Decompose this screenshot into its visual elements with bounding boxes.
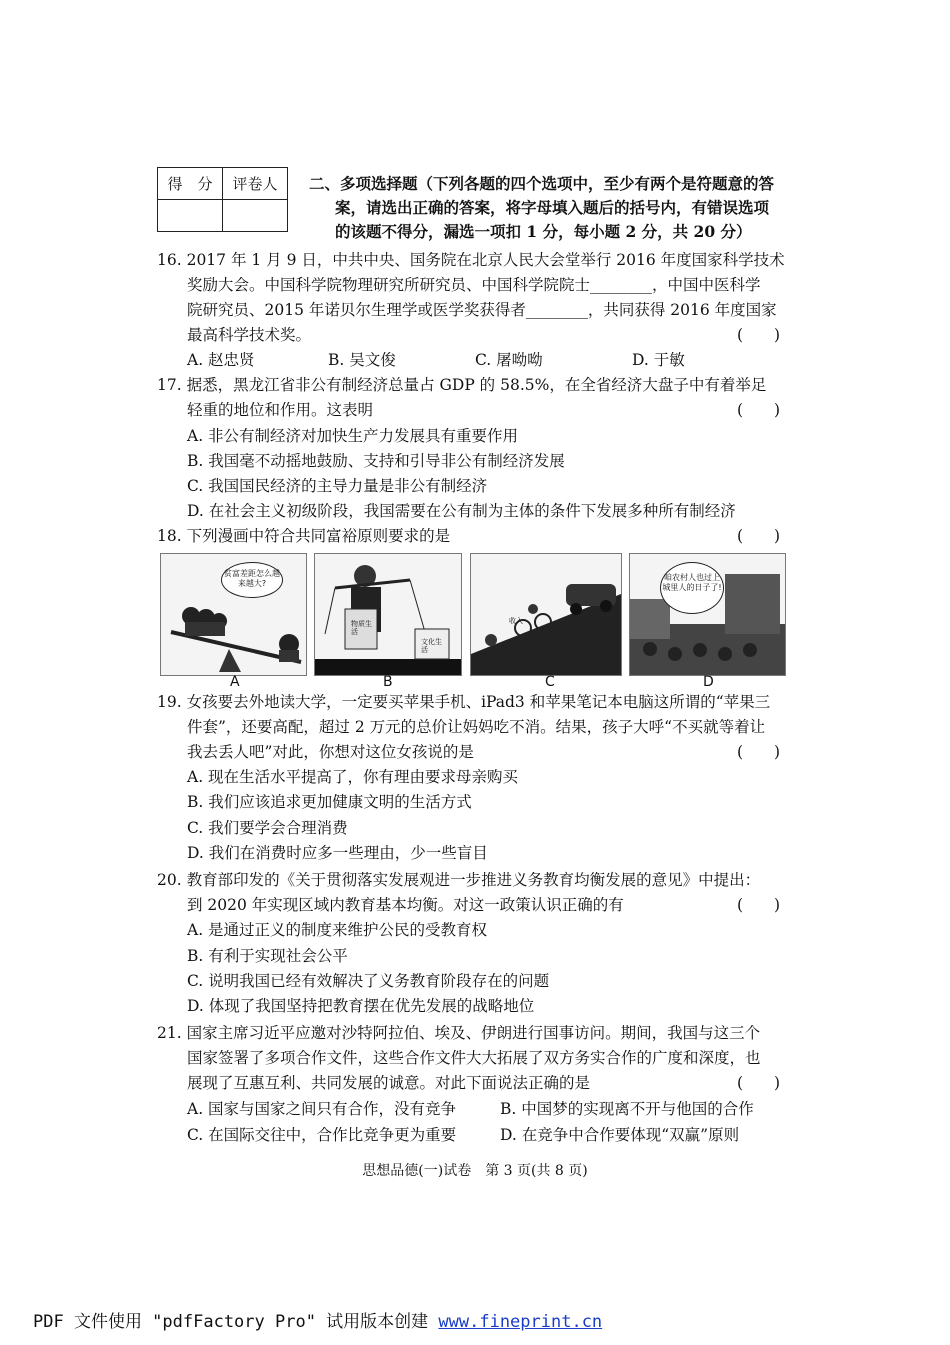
pdf-watermark <box>33 1307 602 1332</box>
section-heading-line2: 案，请选出正确的答案，将字母填入题后的括号内，有错误选项 <box>335 198 770 217</box>
q19-answer-paren[interactable]: ( ) <box>737 743 781 761</box>
section-heading-line1: 二、多项选择题（下列各题的四个选项中，至少有两个是符题意的答 <box>309 174 775 193</box>
q18-line1: 18. 下列漫画中符合共同富裕原则要求的是 <box>157 527 451 545</box>
q17-line2: 轻重的地位和作用。这表明 <box>187 401 374 419</box>
comic-caption-b: B <box>383 674 393 690</box>
q19-line3: 我去丢人吧”对此，你想对这位女孩说的是 <box>187 743 474 761</box>
q16-answer-paren[interactable]: ( ) <box>737 326 781 344</box>
grader-cell[interactable] <box>223 200 288 232</box>
q17-answer-paren[interactable]: ( ) <box>737 401 781 419</box>
score-table <box>157 167 288 232</box>
grader-label: 评卷人 <box>223 168 288 200</box>
comic-c-label: 收入 <box>509 617 523 625</box>
comic-b-label2: 文化生活 <box>421 638 442 654</box>
comic-caption-c: C <box>545 674 555 690</box>
q21-option-b[interactable]: B. 中国梦的实现离不开与他国的合作 <box>500 1100 754 1118</box>
q16-option-c[interactable]: C. 屠呦呦 <box>475 351 543 369</box>
q16-option-a[interactable]: A. 赵忠贤 <box>187 351 255 369</box>
q16-line4: 最高科学技术奖。 <box>187 326 312 344</box>
comic-d-bubble: 咱农村人也过上城里人的日子了! <box>660 562 724 614</box>
q17-option-c[interactable]: C. 我国国民经济的主导力量是非公有制经济 <box>187 477 488 495</box>
q20-option-b[interactable]: B. 有利于实现社会公平 <box>187 947 348 965</box>
q21-line3: 展现了互惠互利、共同发展的诚意。对此下面说法正确的是 <box>187 1074 591 1092</box>
q18-answer-paren[interactable]: ( ) <box>737 527 781 545</box>
score-label: 得 分 <box>158 168 223 200</box>
q20-option-a[interactable]: A. 是通过正义的制度来维护公民的受教育权 <box>187 921 488 939</box>
comic-caption-d: D <box>703 674 714 690</box>
seesaw-drawing <box>161 554 306 675</box>
q20-answer-paren[interactable]: ( ) <box>737 896 781 914</box>
pdf-watermark-text: PDF 文件使用 "pdfFactory Pro" 试用版本创建 <box>33 1312 439 1332</box>
q19-line2: 件套”，还要高配，超过 2 万元的总价让妈妈吃不消。结果，孩子大呼“不买就等着让 <box>187 718 766 736</box>
q21-line2: 国家签署了多项合作文件，这些合作文件大大拓展了双方务实合作的广度和深度，也 <box>187 1049 761 1067</box>
q17-option-a[interactable]: A. 非公有制经济对加快生产力发展具有重要作用 <box>187 427 519 445</box>
comic-b[interactable] <box>314 553 462 676</box>
page-footer: 思想品德(一)试卷 第 3 页(共 8 页) <box>362 1163 588 1179</box>
score-cell[interactable] <box>158 200 223 232</box>
q16-line2: 奖励大会。中国科学院物理研究所研究员、中国科学院院士________，中国中医科学 <box>187 276 761 294</box>
q16-option-d[interactable]: D. 于敏 <box>632 351 685 369</box>
q16-line1: 16. 2017 年 1 月 9 日，中共中央、国务院在北京人民大会堂举行 2016 年度国家科学技术 <box>157 251 785 269</box>
q20-line1: 20. 教育部印发的《关于贯彻落实发展观进一步推进义务教育均衡发展的意见》中提出： <box>157 871 761 889</box>
q21-option-c[interactable]: C. 在国际交往中，合作比竞争更为重要 <box>187 1126 457 1144</box>
scale-drawing <box>315 554 461 675</box>
comic-c[interactable] <box>470 553 622 676</box>
comic-a-bubble: 贫富差距怎么越来越大? <box>221 562 283 598</box>
q19-option-b[interactable]: B. 我们应该追求更加健康文明的生活方式 <box>187 793 472 811</box>
q19-option-d[interactable]: D. 我们在消费时应多一些理由，少一些盲目 <box>187 844 488 862</box>
comic-b-label1: 物质生活 <box>351 620 372 636</box>
q20-option-d[interactable]: D. 体现了我国坚持把教育摆在优先发展的战略地位 <box>187 997 535 1015</box>
q20-option-c[interactable]: C. 说明我国已经有效解决了义务教育阶段存在的问题 <box>187 972 550 990</box>
q16-line3: 院研究员、2015 年诺贝尔生理学或医学奖获得者________，共同获得 2016 年度国家 <box>187 301 777 319</box>
q21-line1: 21. 国家主席习近平应邀对沙特阿拉伯、埃及、伊朗进行国事访问。期间，我国与这三个 <box>157 1024 761 1042</box>
q19-option-c[interactable]: C. 我们要学会合理消费 <box>187 819 348 837</box>
section-heading-line3: 的该题不得分，漏选一项扣 1 分，每小题 2 分，共 20 分） <box>335 222 752 241</box>
comic-a[interactable] <box>160 553 307 676</box>
q17-option-b[interactable]: B. 我国毫不动摇地鼓励、支持和引导非公有制经济发展 <box>187 452 565 470</box>
q19-option-a[interactable]: A. 现在生活水平提高了，你有理由要求母亲购买 <box>187 768 519 786</box>
q20-line2: 到 2020 年实现区域内教育基本均衡。对这一政策认识正确的有 <box>187 896 624 914</box>
q17-line1: 17. 据悉，黑龙江省非公有制经济总量占 GDP 的 58.5%，在全省经济大盘子中有着举足 <box>157 376 767 394</box>
q17-option-d[interactable]: D. 在社会主义初级阶段，我国需要在公有制为主体的条件下发展多种所有制经济 <box>187 502 736 520</box>
comic-d[interactable] <box>629 553 786 676</box>
fineprint-link[interactable]: www.fineprint.cn <box>438 1312 603 1332</box>
comic-caption-a: A <box>230 674 240 690</box>
q21-option-a[interactable]: A. 国家与国家之间只有合作，没有竞争 <box>187 1100 457 1118</box>
road-drawing <box>471 554 621 675</box>
q21-option-d[interactable]: D. 在竞争中合作要体现“双赢”原则 <box>500 1126 740 1144</box>
q16-option-b[interactable]: B. 吴文俊 <box>328 351 396 369</box>
q21-answer-paren[interactable]: ( ) <box>737 1074 781 1092</box>
q19-line1: 19. 女孩要去外地读大学，一定要买苹果手机、iPad3 和苹果笔记本电脑这所谓的“苹果三 <box>157 693 771 711</box>
